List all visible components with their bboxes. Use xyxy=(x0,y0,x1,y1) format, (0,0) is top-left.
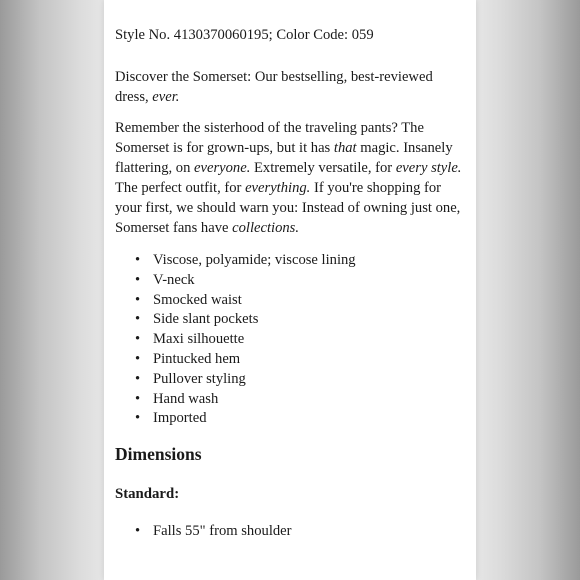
story-text: Remember the sisterhood of the traveling pants? The Somerset is for grown-ups, but it has xyxy=(115,120,424,156)
bullet-icon: • xyxy=(135,331,141,348)
product-description-page xyxy=(104,0,476,580)
story-emphasis: every style. xyxy=(395,160,462,176)
feature-item-text: Viscose, polyamide; viscose lining xyxy=(153,252,356,268)
dimension-item-text: Falls 55" from shoulder xyxy=(153,523,292,540)
feature-item xyxy=(115,390,467,410)
bullet-icon: • xyxy=(135,252,141,268)
standard-subheading: Standard: xyxy=(115,486,180,503)
style-code-line: Style No. 4130370060195; Color Code: 059 xyxy=(115,27,374,43)
bullet-icon: • xyxy=(135,291,141,308)
bullet-icon: • xyxy=(135,271,141,288)
dimensions-heading: Dimensions xyxy=(115,444,202,465)
feature-item xyxy=(115,291,467,311)
feature-item-text: V-neck xyxy=(153,271,195,288)
story-emphasis: everything. xyxy=(245,180,311,196)
bullet-icon: • xyxy=(135,390,141,407)
feature-item xyxy=(115,350,467,370)
feature-item xyxy=(115,370,467,390)
story-emphasis: collections. xyxy=(232,220,299,236)
story-text: Extremely versatile, for xyxy=(250,160,396,176)
discover-text: Discover the Somerset: Our bestselling, best-reviewed dress, xyxy=(115,69,433,105)
story-emphasis: everyone. xyxy=(194,160,251,176)
bullet-icon: • xyxy=(135,370,141,387)
feature-item xyxy=(115,271,467,291)
product-description xyxy=(115,25,467,541)
bullet-icon: • xyxy=(135,311,141,328)
feature-item xyxy=(115,330,467,350)
feature-item-text: Imported xyxy=(153,410,207,427)
feature-item xyxy=(115,251,467,271)
story-text: If you're shopping for your first, we should warn you: Instead of owning just one, Somerset fans have xyxy=(115,180,461,236)
feature-item-text: Smocked waist xyxy=(153,291,242,308)
feature-item-text: Maxi silhouette xyxy=(153,331,245,348)
discover-emphasis: ever. xyxy=(152,89,180,105)
feature-item-text: Pintucked hem xyxy=(153,350,241,367)
feature-item-text: Pullover styling xyxy=(153,370,246,387)
dimensions-list xyxy=(115,521,467,541)
dimension-item xyxy=(115,521,467,541)
feature-item xyxy=(115,409,467,429)
story-text: magic. Insanely flattering, on xyxy=(115,140,453,176)
discover-paragraph xyxy=(115,67,467,107)
bullet-icon: • xyxy=(135,410,141,427)
story-text: The perfect outfit, for xyxy=(115,180,246,196)
story-emphasis: that xyxy=(333,140,357,156)
feature-item-text: Side slant pockets xyxy=(153,311,259,328)
story-paragraph xyxy=(115,118,467,238)
feature-item xyxy=(115,310,467,330)
bullet-icon: • xyxy=(135,350,141,367)
feature-list xyxy=(115,251,467,429)
feature-item-text: Hand wash xyxy=(153,390,219,407)
bullet-icon: • xyxy=(135,523,141,540)
